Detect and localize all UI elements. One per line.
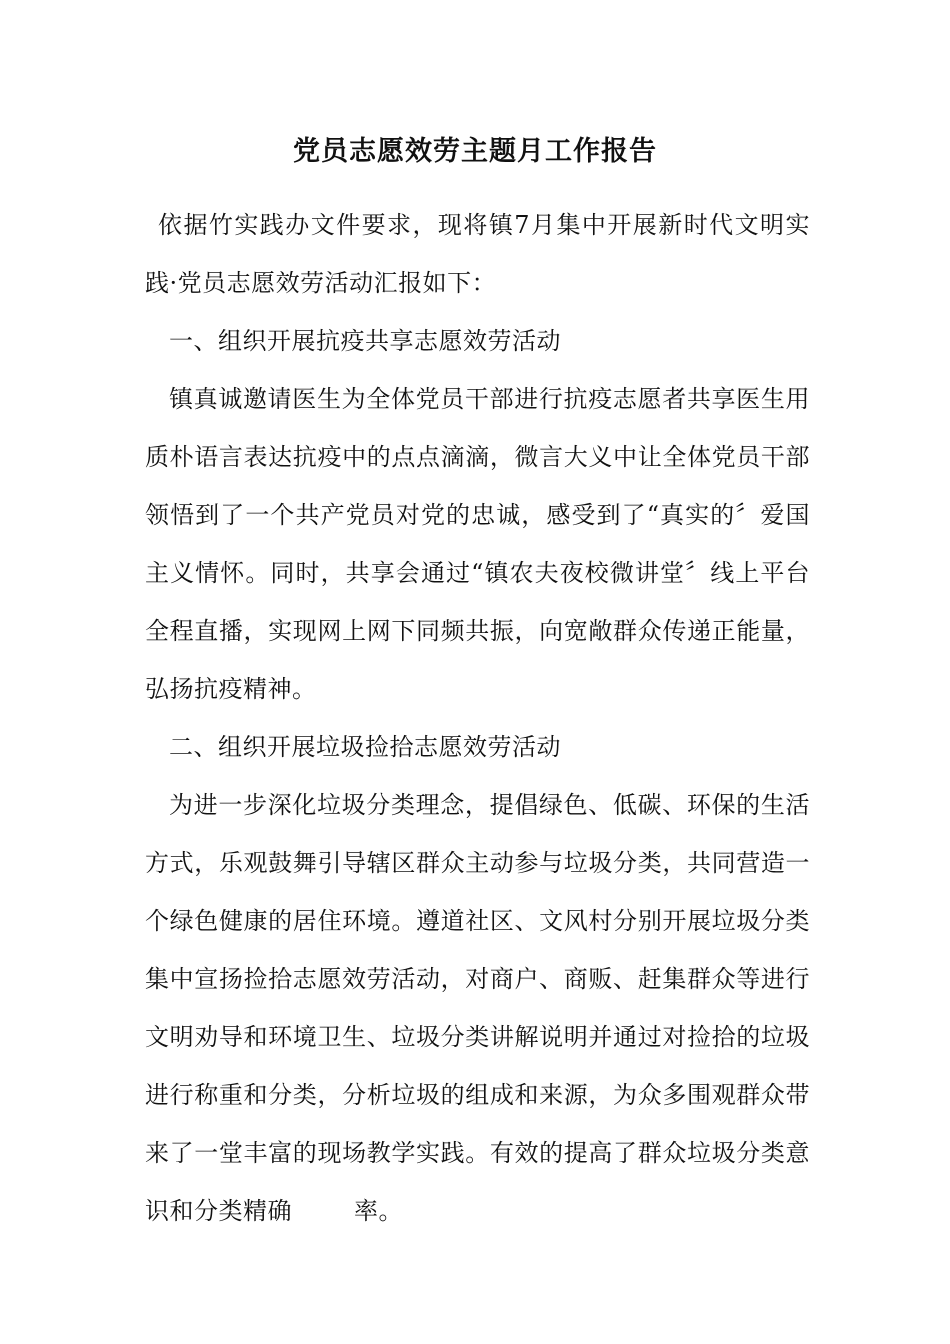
section-2-paragraph xyxy=(145,776,810,1240)
section-2-paragraph-tail: 率。 xyxy=(354,1197,403,1225)
section-heading-1: 一、组织开展抗疫共享志愿效劳活动 xyxy=(169,327,561,355)
document-body xyxy=(145,196,810,1240)
intro-paragraph: 依据竹实践办文件要求，现将镇7月集中开展新时代文明实践·党员志愿效劳活动汇报如下： xyxy=(145,211,810,297)
section-2-paragraph-text: 为进一步深化垃圾分类理念，提倡绿色、低碳、环保的生活方式，乐观鼓舞引导辖区群众主动参与垃圾分类，共同营造一个绿色健康的居住环境。遵道社区、文风村分别开展垃圾分类集中宣扬捡拾志愿效劳活动，对商户、商贩、赶集群众等进行文明劝导和环境卫生、垃圾分类讲解说明并通过对捡拾的垃圾进行称重和分类，分析垃圾的组成和来源，为众多围观群众带来了一堂丰富的现场教学实践。有效的提高了群众垃圾分类意识和分类精确 xyxy=(145,791,810,1225)
section-1-paragraph: 镇真诚邀请医生为全体党员干部进行抗疫志愿者共享医生用质朴语言表达抗疫中的点点滴滴，微言大义中让全体党员干部领悟到了一个共产党员对党的忠诚，感受到了“真实的〞爱国主义情怀。同时，共享会通过“镇农夫夜校微讲堂〞线上平台全程直播，实现网上网下同频共振，向宽敞群众传递正能量，弘扬抗疫精神。 xyxy=(145,385,810,703)
section-heading-2: 二、组织开展垃圾捡拾志愿效劳活动 xyxy=(169,733,561,761)
document-title: 党员志愿效劳主题月工作报告 xyxy=(293,136,657,167)
